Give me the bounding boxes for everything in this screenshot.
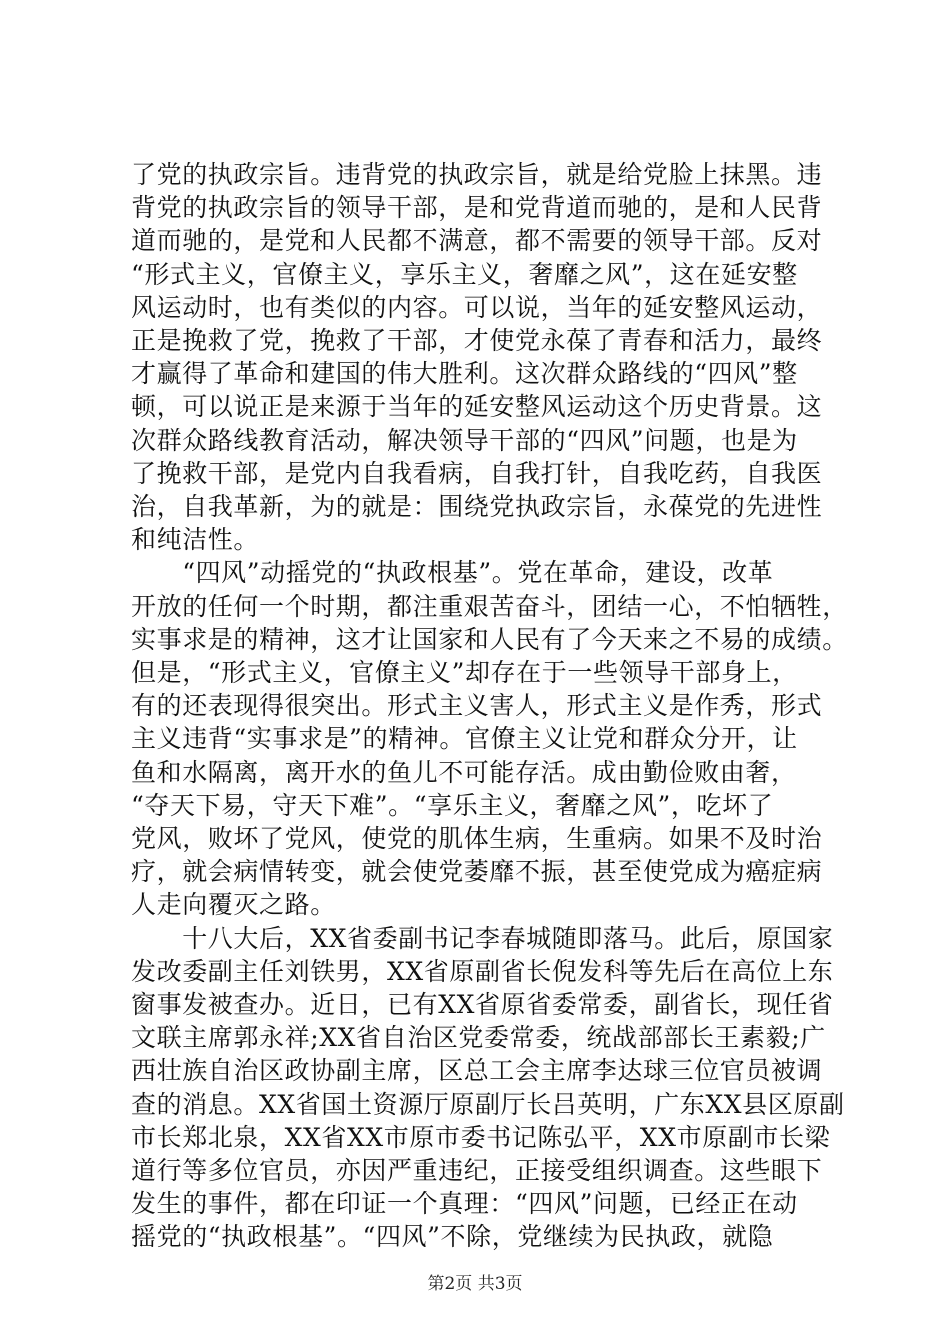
- page-footer: 第2页 共3页: [427, 1274, 523, 1294]
- text-line: 道而驰的，是党和人民都不满意，都不需要的领导干部。反对: [131, 226, 823, 256]
- text-line: 窗事发被查办。近日，已有XX省原省委常委，副省长，现任省: [131, 990, 834, 1019]
- text-line: 风运动时，也有类似的内容。可以说，当年的延安整风运动，: [131, 292, 823, 322]
- text-line: 文联主席郭永祥;XX省自治区党委常委，统战部部长王素毅;广: [131, 1023, 826, 1053]
- text-line: 次群众路线教育活动，解决领导干部的“四风”问题，也是为: [131, 425, 798, 455]
- text-line: 开放的任何一个时期，都注重艰苦奋斗，团结一心，不怕牺牲，: [131, 591, 848, 621]
- text-line: 和纯洁性。: [131, 525, 260, 555]
- text-line: 了挽救干部，是党内自我看病，自我打针，自我吃药，自我医: [131, 458, 823, 488]
- text-line: 正是挽救了党，挽救了干部，才使党永葆了青春和活力，最终: [131, 326, 823, 355]
- text-line: 实事求是的精神，这才让国家和人民有了今天来之不易的成绩。: [131, 624, 848, 654]
- text-line: 主义违背“实事求是”的精神。官僚主义让党和群众分开，让: [131, 724, 798, 754]
- text-line: 了党的执政宗旨。违背党的执政宗旨，就是给党脸上抹黑。违: [131, 160, 823, 189]
- text-line: 有的还表现得很突出。形式主义害人，形式主义是作秀，形式: [131, 691, 823, 721]
- text-line: 发生的事件，都在印证一个真理：“四风”问题，已经正在动: [131, 1189, 798, 1219]
- text-line: 人走向覆灭之路。: [131, 890, 336, 920]
- text-line: 鱼和水隔离，离开水的鱼儿不可能存活。成由勤俭败由奢，: [131, 757, 797, 787]
- text-line: 查的消息。XX省国土资源厅原副厅长吕英明，广东XX县区原副: [131, 1089, 845, 1119]
- text-line: 十八大后，XX省委副书记李春城随即落马。此后，原国家: [131, 923, 834, 953]
- text-line: 顿，可以说正是来源于当年的延安整风运动这个历史背景。这: [131, 392, 823, 422]
- text-line: 道行等多位官员，亦因严重违纪，正接受组织调查。这些眼下: [131, 1156, 823, 1185]
- text-line: 治，自我革新，为的就是：围绕党执政宗旨，永葆党的先进性: [131, 492, 823, 521]
- text-line: 西壮族自治区政协副主席，区总工会主席李达球三位官员被调: [131, 1056, 823, 1086]
- text-line: 发改委副主任刘铁男，XX省原副省长倪发科等先后在高位上东: [131, 956, 834, 986]
- text-line: “四风”动摇党的“执政根基”。党在革命，建设，改革: [131, 558, 774, 588]
- text-line: 党风，败坏了党风，使党的肌体生病，生重病。如果不及时治: [131, 824, 823, 853]
- text-line: 市长郑北泉，XX省XX市原市委书记陈弘平，XX市原副市长梁: [131, 1122, 831, 1152]
- text-line: 摇党的“执政根基”。“四风”不除，党继续为民执政，就隐: [131, 1222, 774, 1252]
- text-line: “形式主义，官僚主义，享乐主义，奢靡之风”，这在延安整: [131, 259, 798, 289]
- text-line: 但是，“形式主义，官僚主义”却存在于一些领导干部身上，: [131, 658, 798, 687]
- text-line: “夺天下易，守天下难”。“享乐主义，奢靡之风”，吃坏了: [131, 790, 774, 820]
- text-line: 疗，就会病情转变，就会使党萎靡不振，甚至使党成为癌症病: [131, 857, 823, 887]
- text-line: 背党的执政宗旨的领导干部，是和党背道而驰的，是和人民背: [131, 193, 823, 223]
- text-line: 才赢得了革命和建国的伟大胜利。这次群众路线的“四风”整: [131, 359, 798, 389]
